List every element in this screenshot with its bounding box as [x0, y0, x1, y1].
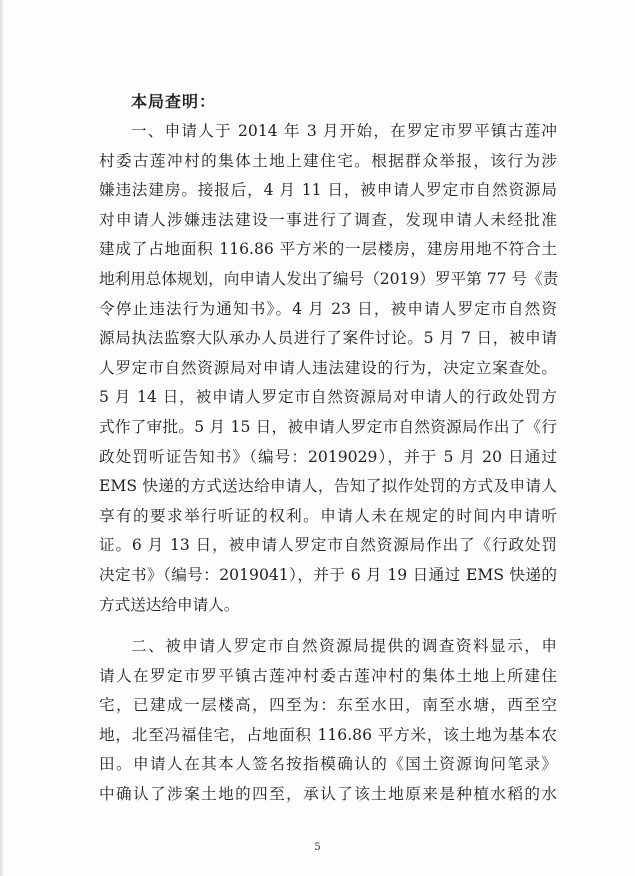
- paragraph-1-line: 令停止违法行为通知书》。4 月 23 日，被申请人罗定市自然资: [99, 299, 557, 318]
- paragraph-1-line: 证。6 月 13 日，被申请人罗定市自然资源局作出了《行政处罚: [99, 536, 557, 555]
- paragraph-2-line: 中确认了涉案土地的四至，承认了该土地原来是种植水稻的水: [99, 785, 557, 804]
- body-text: [99, 117, 557, 810]
- section-heading: 本局查明：: [131, 92, 217, 111]
- paragraph-2-line: 田。申请人在其本人签名按指模确认的《国土资源询问笔录》: [99, 755, 557, 774]
- paragraph-1-line: 对申请人涉嫌违法建设一事进行了调查，发现申请人未经批准: [99, 210, 557, 229]
- paragraph-1-line: 式作了审批。5 月 15 日，被申请人罗定市自然资源局作出了《行: [99, 417, 557, 436]
- paragraph-1-line: 一、申请人于 2014 年 3 月开始，在罗定市罗平镇古莲冲: [131, 122, 557, 140]
- page-number: 5: [314, 842, 321, 853]
- paragraph-1-line: EMS 快递的方式送达给申请人，告知了拟作处罚的方式及申请人: [99, 477, 557, 496]
- paragraph-1-line: 政处罚听证告知书》（编号：2019029），并于 5 月 20 日通过: [99, 447, 557, 466]
- paragraph-1-line: 享有的要求举行听证的权利。申请人未在规定的时间内申请听: [99, 506, 557, 525]
- paragraph-2-line: 宅，已建成一层楼高，四至为：东至水田，南至水塘，西至空: [99, 696, 557, 715]
- paragraph-1-line: 方式送达给申请人。: [99, 595, 240, 614]
- paragraph-2-line: 请人在罗定市罗平镇古莲冲村委古莲冲村的集体土地上所建住: [99, 666, 557, 685]
- paragraph-2-line: 二、被申请人罗定市自然资源局提供的调查资料显示，申: [131, 637, 557, 656]
- paragraph-1-line: 地利用总体规划，向申请人发出了编号（2019）罗平第 77 号《责: [99, 269, 559, 288]
- paragraph-1-line: 源局执法监察大队承办人员进行了案件讨论。5 月 7 日，被申请: [99, 329, 557, 348]
- scan-edge-shadow: [0, 0, 4, 876]
- paragraph-1-line: 决定书》（编号：2019041），并于 6 月 19 日通过 EMS 快递的: [99, 565, 557, 584]
- paragraph-1-line: 建成了占地面积 116.86 平方米的一层楼房，建房用地不符合土: [99, 240, 557, 259]
- paragraph-1-line: 村委古莲冲村的集体土地上建住宅。根据群众举报，该行为涉: [99, 151, 557, 170]
- paragraph-1-line: 嫌违法建房。接报后，4 月 11 日，被申请人罗定市自然资源局: [99, 181, 557, 200]
- paragraph-2-line: 地，北至冯福佳宅，占地面积 116.86 平方米，该土地为基本农: [99, 725, 557, 744]
- paragraph-1-line: 5 月 14 日，被申请人罗定市自然资源局对申请人的行政处罚方: [99, 388, 557, 407]
- paragraph-1-line: 人罗定市自然资源局对申请人违法建设的行为，决定立案查处。: [99, 358, 557, 377]
